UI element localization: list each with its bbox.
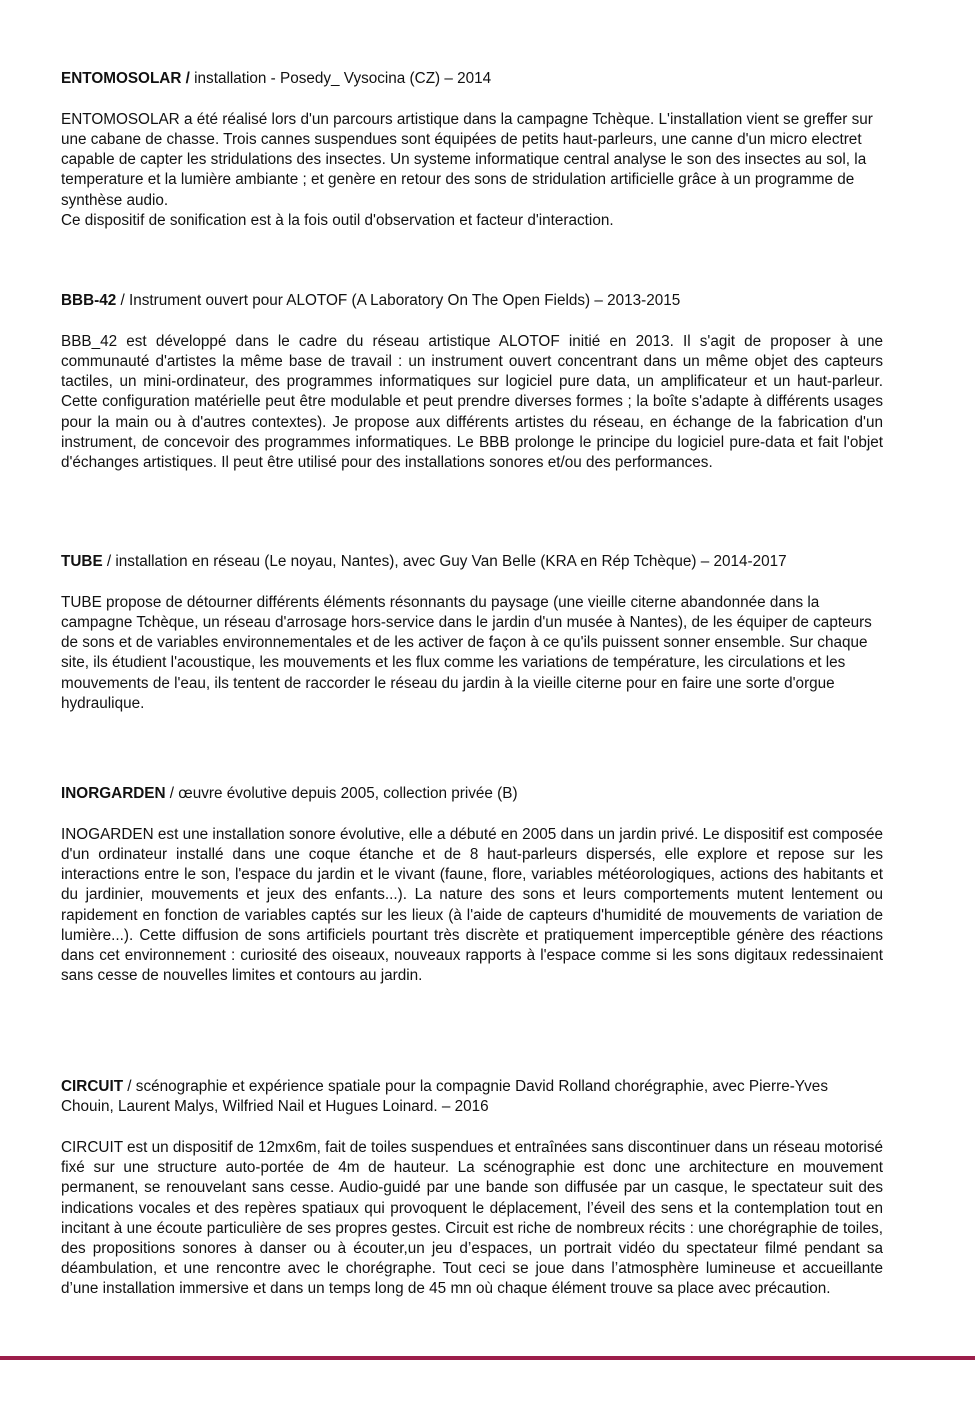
section-body: BBB_42 est développé dans le cadre du réseau artistique ALOTOF initié en 2013. Il s'agit de proposer à une communauté d'artistes la même base de travail : un instrument ouvert concentrant dans un même objet des capteurs tactiles, un mini-ordinateur, des programmes informatiques sur logiciel pure data, un amplificateur et un haut-parleur. Cette configuration matérielle peut être modulable et peut prendre diverses formes ; la boîte s'adapte à différents usages pour la main ou à d'autres contextes). Je propose aux différents artistes du réseau, en échange de la fabrication d'un instrument, de concevoir des programmes informatiques. Le BBB prolonge le principe du logiciel pure-data et fait l'objet d'échanges artistiques. Il peut être utilisé pour des installations sonores et/ou des performances. <box>61 332 883 471</box>
section-subtitle: installation - Posedy_ Vysocina (CZ) – 2014 <box>189 70 492 87</box>
section-heading <box>61 552 883 572</box>
section-body-note: Ce dispositif de sonification est à la fois outil d'observation et facteur d'interaction. <box>61 211 614 229</box>
section-subtitle: / œuvre évolutive depuis 2005, collection privée (B) <box>165 785 518 802</box>
section-bbb-42 <box>61 291 883 473</box>
section-title: INORGARDEN <box>61 785 166 802</box>
section-heading <box>61 69 883 89</box>
section-heading <box>61 291 883 311</box>
section-title: CIRCUIT <box>61 1078 124 1095</box>
section-title: ENTOMOSOLAR / <box>61 70 190 87</box>
section-title: BBB-42 <box>61 292 117 309</box>
section-subtitle: / installation en réseau (Le noyau, Nantes), avec Guy Van Belle (KRA en Rép Tchèque) – 2014-2017 <box>102 553 787 570</box>
section-body: TUBE propose de détourner différents éléments résonnants du paysage (une vieille citerne abandonnée dans la campagne Tchèque, un réseau d'arrosage hors-service dans le jardin d'un musée à Nantes), de les équiper de capteurs de sons et de variables environnementales et de les activer de façon à ce qu'ils puissent sonner ensemble. Sur chaque site, ils étudient l'acoustique, les mouvements et les flux comme les variations de température, les circulations et les mouvements de l'eau, ils tentent de raccorder le réseau du jardin à la vieille citerne pour en faire une sorte d'orgue hydraulique. <box>61 593 872 712</box>
footer-rule <box>0 1356 975 1360</box>
section-body: INOGARDEN est une installation sonore évolutive, elle a débuté en 2005 dans un jardin privé. Le dispositif est composée d'un ordinateur installé dans une coque étanche et de 8 haut-parleurs dispersés, elle explore et repose sur les interactions entre le son, l'espace du jardin et le vivant (faune, flore, variables météorologiques, actions des habitants et du jardinier, mouvements et jeux des enfants...). La nature des sons et leurs comportements mutent lentement ou rapidement en fonction de variables captés sur les lieux (à l'aide de capteurs d'humidité de mouvements de variation de lumière...). Cette diffusion de sons artificiels pourtant très discrète et pratiquement imperceptible génère des réactions dans cet environnement : curiosité des oiseaux, nouveaux rapports à l'espace comme si les sons digitaux redessinaient sans cesse de nouvelles limites et contours au jardin. <box>61 825 883 985</box>
section-body: ENTOMOSOLAR a été réalisé lors d'un parcours artistique dans la campagne Tchèque. L'installation vient se greffer sur une cabane de chasse. Trois cannes suspendues sont équipées de petits haut-parleurs, une canne d'un micro electret capable de capter les stridulations des insectes. Un systeme informatique central analyse le son des insectes au sol, la temperature et la lumière ambiante ; et genère en retour des sons de stridulation artificielle grâce à un programme de synthèse audio. <box>61 110 873 209</box>
section-inorgarden <box>61 784 883 986</box>
section-title: TUBE <box>61 553 103 570</box>
section-subtitle: / Instrument ouvert pour ALOTOF (A Laboratory On The Open Fields) – 2013-2015 <box>116 292 681 309</box>
section-circuit <box>61 1077 883 1300</box>
section-heading <box>61 1077 883 1117</box>
section-body: CIRCUIT est un dispositif de 12mx6m, fait de toiles suspendues et entraînées sans discontinuer dans un réseau motorisé fixé sur une structure auto-portée de 4m de hauteur. La scénographie est donc une architecture en mouvement permanent, se renouvelant sans cesse. Audio-guidé par une bande son diffusée par un casque, le spectateur suit des indications vocales et des repères spatiaux qui provoquent le déplacement, l’éveil des sens et la contemplation tout en incitant à une écoute particulière de ses propres gestes. Circuit est riche de nombreux récits : une chorégraphie de toiles, des propositions sonores à danser ou à écouter,un jeu d’espaces, un portrait vidéo du spectateur filmé pendant sa déambulation, et une rencontre avec le chorégraphe. Tout ceci se joue dans l’atmosphère lumineuse et accueillante d’une installation immersive et dans un temps long de 45 mn où chaque élément trouve sa place avec précaution. <box>61 1138 883 1298</box>
section-subtitle: / scénographie et expérience spatiale pour la compagnie David Rolland chorégraphie, avec Pierre-Yves Chouin, Laurent Malys, Wilfried Nail et Hugues Loinard. – 2016 <box>61 1078 828 1116</box>
section-heading <box>61 784 883 804</box>
section-tube <box>61 552 883 714</box>
section-entomosolar <box>61 69 883 231</box>
